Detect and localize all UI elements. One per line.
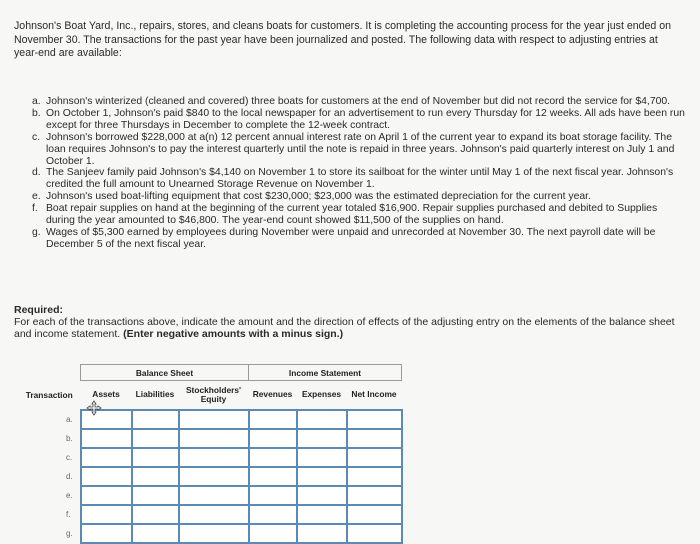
revenues-input[interactable] — [249, 524, 297, 543]
equity-input[interactable] — [179, 429, 249, 448]
assets-input[interactable] — [81, 448, 132, 467]
table-row — [18, 467, 402, 486]
list-item — [32, 132, 687, 168]
revenues-input[interactable] — [249, 505, 297, 524]
required-section — [14, 304, 684, 340]
row-label: f. — [66, 510, 71, 519]
row-label: c. — [66, 453, 73, 462]
expenses-input[interactable] — [297, 505, 347, 524]
col-liabilities: Liabilities — [135, 389, 175, 400]
required-note: (Enter negative amounts with a minus sign.) — [123, 328, 344, 340]
list-item — [32, 96, 687, 108]
list-item — [32, 191, 687, 203]
required-label: Required: — [14, 304, 64, 316]
equity-input[interactable] — [179, 410, 249, 429]
item-letter: f. — [32, 203, 38, 215]
expenses-input[interactable] — [297, 448, 347, 467]
item-text: The Sanjeev family paid Johnson's $4,140 on November 1 to store its sailboat for the winter until May 1 of the next fiscal year. Johnson's credited the full amount to Unearned Storage Revenue on November 1. — [46, 167, 674, 191]
col-stockholders-equity: Stockholders' Equity — [185, 384, 242, 404]
list-item — [32, 167, 687, 191]
assets-input[interactable] — [81, 505, 132, 524]
revenues-input[interactable] — [249, 467, 297, 486]
col-net-income: Net Income — [351, 389, 397, 400]
revenues-input[interactable] — [249, 410, 297, 429]
table-row — [18, 448, 402, 467]
expenses-input[interactable] — [297, 429, 347, 448]
item-letter: d. — [32, 167, 41, 179]
col-expenses: Expenses — [301, 389, 342, 400]
intro-paragraph: Johnson's Boat Yard, Inc., repairs, stores, and cleans boats for customers. It is completing the accounting process for the year just ended on November 30. The transactions for the past year have been journalized and posted. The following data with respect to adjusting entries at year-end are available: — [14, 20, 672, 59]
item-text: Johnson's winterized (cleaned and covered) three boats for customers at the end of November but did not record the service for $4,700. — [46, 96, 671, 107]
liabilities-input[interactable] — [132, 524, 179, 543]
net-income-input[interactable] — [347, 410, 402, 429]
item-letter: e. — [32, 191, 41, 203]
liabilities-input[interactable] — [132, 486, 179, 505]
col-transaction: Transaction — [25, 389, 73, 400]
table-row — [18, 505, 402, 524]
table-row — [18, 524, 402, 543]
net-income-input[interactable] — [347, 486, 402, 505]
table-row — [18, 410, 402, 429]
net-income-input[interactable] — [347, 448, 402, 467]
equity-input[interactable] — [179, 448, 249, 467]
row-label: d. — [66, 472, 73, 481]
list-item — [32, 108, 687, 132]
revenues-input[interactable] — [249, 486, 297, 505]
blank-header — [18, 365, 81, 381]
table-row — [18, 486, 402, 505]
item-letter: g. — [32, 226, 41, 238]
item-text: Wages of $5,300 earned by employees during November were unpaid and unrecorded at November 30. The next payroll date will be December 5 of the next fiscal year. — [46, 226, 656, 250]
expenses-input[interactable] — [297, 467, 347, 486]
assets-input[interactable] — [81, 429, 132, 448]
row-label: a. — [66, 415, 73, 424]
item-text: Boat repair supplies on hand at the beginning of the current year totaled $16,900. Repair supplies purchased and debited to Supplies during the year amounted to $46,800. The year-end count showed $11,500 of the supplies on hand. — [46, 203, 658, 227]
item-text: Johnson's borrowed $228,000 at a(n) 12 percent annual interest rate on April 1 of the current year to expand its boat storage facility. The loan requires Johnson's to pay the interest quarterly until the note is repaid in three years. Johnson's paid quarterly interest on July 1 and October 1. — [46, 131, 675, 167]
list-item — [32, 203, 687, 227]
expenses-input[interactable] — [297, 486, 347, 505]
revenues-input[interactable] — [249, 448, 297, 467]
balance-sheet-header: Balance Sheet — [81, 365, 249, 381]
liabilities-input[interactable] — [132, 467, 179, 486]
item-text: Johnson's used boat-lifting equipment that cost $230,000; $23,000 was the estimated depreciation for the current year. — [46, 191, 591, 203]
equity-input[interactable] — [179, 524, 249, 543]
expenses-input[interactable] — [297, 410, 347, 429]
item-letter: a. — [32, 96, 41, 107]
effects-table — [18, 364, 403, 544]
equity-input[interactable] — [179, 505, 249, 524]
item-letter: c. — [32, 131, 41, 143]
item-letter: b. — [32, 107, 41, 119]
col-revenues: Revenues — [252, 389, 293, 400]
table-row — [18, 429, 402, 448]
row-label: b. — [66, 434, 73, 443]
net-income-input[interactable] — [347, 429, 402, 448]
assets-input[interactable] — [81, 524, 132, 543]
move-cursor-icon — [86, 400, 102, 416]
net-income-input[interactable] — [347, 467, 402, 486]
col-assets: Assets — [92, 389, 120, 400]
liabilities-input[interactable] — [132, 448, 179, 467]
assets-input[interactable] — [81, 486, 132, 505]
net-income-input[interactable] — [347, 524, 402, 543]
equity-input[interactable] — [179, 467, 249, 486]
effects-table-wrap — [18, 364, 403, 544]
expenses-input[interactable] — [297, 524, 347, 543]
adjustment-list — [32, 96, 687, 251]
row-label: e. — [66, 491, 73, 500]
liabilities-input[interactable] — [132, 505, 179, 524]
assets-input[interactable] — [81, 467, 132, 486]
income-statement-header: Income Statement — [249, 365, 402, 381]
row-label: g. — [66, 529, 73, 538]
liabilities-input[interactable] — [132, 429, 179, 448]
required-text: For each of the transactions above, indicate the amount and the direction of effects of the adjusting entry on the elements of the balance sheet and income statement. — [14, 316, 675, 340]
revenues-input[interactable] — [249, 429, 297, 448]
liabilities-input[interactable] — [132, 410, 179, 429]
equity-input[interactable] — [179, 486, 249, 505]
item-text: On October 1, Johnson's paid $840 to the local newspaper for an advertisement to run every Thursday for 12 weeks. All ads have been run except for three Thursdays in December to complete the 12-week contract. — [46, 107, 685, 131]
net-income-input[interactable] — [347, 505, 402, 524]
list-item — [32, 227, 687, 251]
